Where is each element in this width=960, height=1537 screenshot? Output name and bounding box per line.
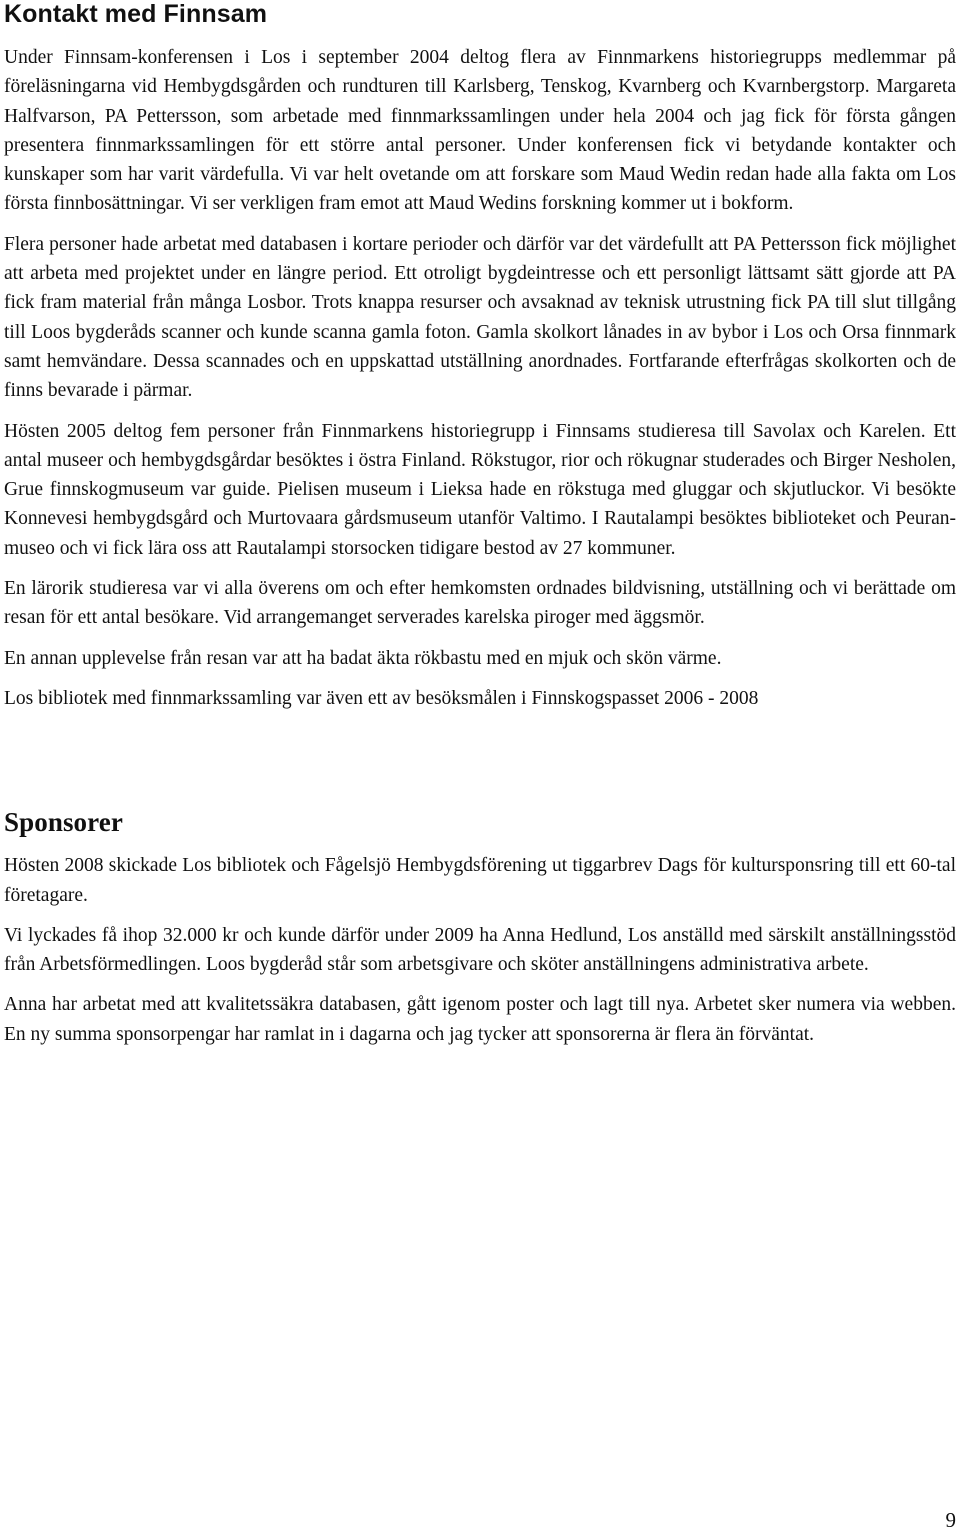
paragraph-kvalitetssakra-databasen: Anna har arbetat med att kvalitetssäkra databasen, gått igenom poster och lagt till nya. Arbetet sker numera via webben. En ny summa sponsorpengar har ramlat in i dagarna och jag tycker att sponsorerna är flera än förväntat.	[4, 994, 956, 1045]
paragraph-anna-hedlund: Vi lyckades få ihop 32.000 kr och kunde därför under 2009 ha Anna Hedlund, Los anställd med särskilt anställningsstöd från Arbetsförmedlingen. Loos bygderåd står som arbetsgivare och sköter anställningens administrativa arbete.	[4, 924, 956, 976]
paragraph-tiggarbrev: Hösten 2008 skickade Los bibliotek och Fågelsjö Hembygdsförening ut tiggarbrev Dags för kultursponsring till ett 60-tal företagare.	[4, 855, 956, 906]
paragraph-studieresa-2005: Hösten 2005 deltog fem personer från Finnmarkens historiegrupp i Finnsams studieresa till Savolax och Karelen. Ett antal museer och hembygdsgårdar besöktes i östra Finland. Rökstugor, rior och rökugnar studerades och Birger Nesholen, Grue finnskogmuseum var guide. Pielisen museum i Lieksa hade en rökstuga med gluggar och skjutluckor. Vi besökte Konnevesi hembygdsgård och Murtovaara gårdsmuseum utanför Valtimo. I Rautalampi besöktes biblioteket och Peuran-museo och vi fick lära oss att Rautalampi storsocken tidigare bestod av 27 kommuner.	[4, 420, 956, 559]
section-heading-kontakt-med-finnsam: Kontakt med Finnsam	[4, 0, 268, 28]
paragraph-finnsam-konferensen: Under Finnsam-konferensen i Los i september 2004 deltog flera av Finnmarkens historiegrupps medlemmar på föreläsningarna vid Hembygdsgården och rundturen till Karlsberg, Tenskog, Kvarnberg och Kvarnbergstorp. Margareta Halfvarson, PA Pettersson, som arbetade med finnmarkssamlingen under hela 2004 och jag fick för första gången presentera finnmarkssamlingen för ett större antal personer. Under konferensen fick vi betydande kontakter och kunskaper som har varit värdefulla. Vi var helt ovetande om att forskare som Maud Wedin redan hade alla fakta om Los första finnbosättningar. Vi ser verkligen fram emot att Maud Wedins forskning kommer ut i bokform.	[4, 47, 956, 215]
document-page	[4, 0, 956, 1060]
paragraph-databasen-pa-pettersson: Flera personer hade arbetat med databasen i kortare perioder och därför var det värdefullt att PA Pettersson fick möjlighet att arbeta med projektet under en längre period. Ett otroligt bygdeintresse och ett personligt lättsamt sätt gjorde att PA fick fram material från många Losbor. Trots knappa resurser och avsaknad av teknisk utrustning fick PA till slut tillgång till Loos bygderåds scanner och kunde scanna gamla foton. Gamla skolkort lånades in av bybor i Los och Orsa finnmark samt hemvändare. Dessa scannades och en uppskattad utställning anordnades. Fortfarande efterfrågas skolkorten och de finns bevarade i pärmar.	[4, 233, 956, 402]
paragraph-rokbastu: En annan upplevelse från resan var att ha badat äkta rökbastu med en mjuk och skön värme.	[4, 647, 722, 669]
paragraph-finnskogspasset: Los bibliotek med finnmarkssamling var även ett av besöksmålen i Finnskogspasset 2006 - 2008	[4, 687, 759, 709]
page-number: 9	[945, 1508, 956, 1532]
section-heading-sponsorer: Sponsorer	[4, 807, 123, 838]
paragraph-lararik-studieresa: En lärorik studieresa var vi alla överens om och efter hemkomsten ordnades bildvisning, utställning och vi berättade om resan för ett antal besökare. Vid arrangemanget serverades karelska piroger med äggsmör.	[4, 578, 956, 629]
